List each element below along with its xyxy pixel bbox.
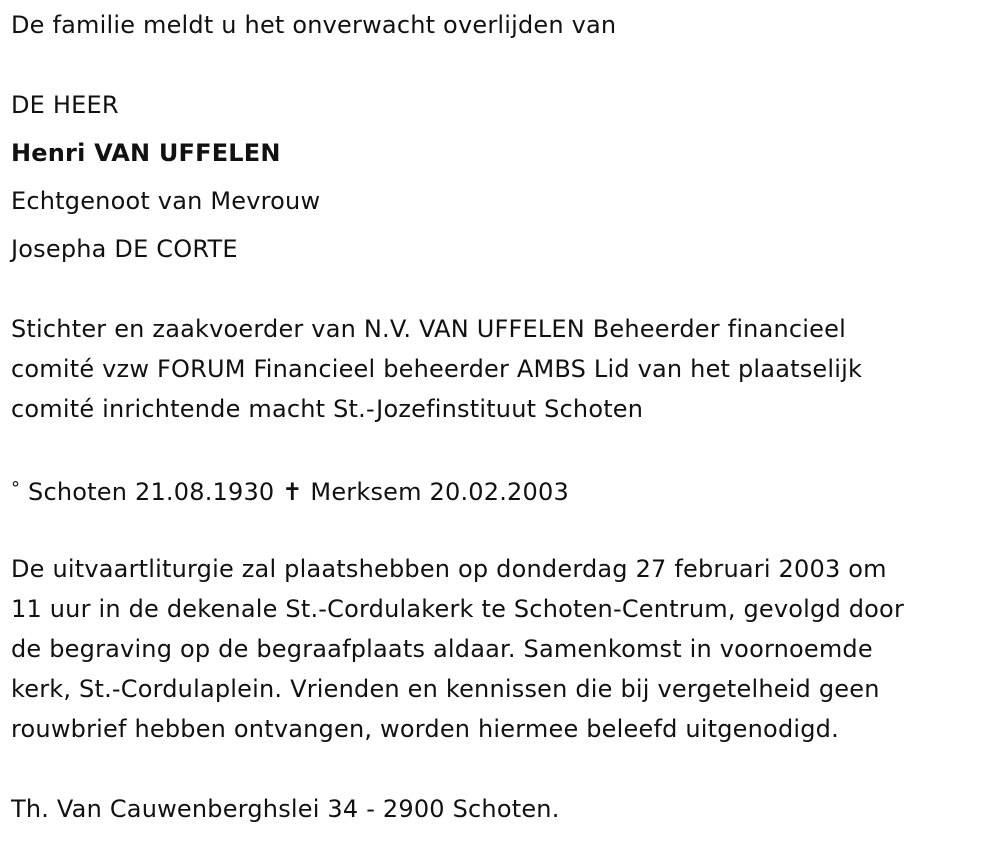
spouse-name: Josepha DE CORTE bbox=[11, 235, 238, 263]
roles-line: comité inrichtende macht St.-Jozefinstituut Schoten bbox=[11, 395, 644, 423]
roles-line: Stichter en zaakvoerder van N.V. VAN UFFELEN Beheerder financieel bbox=[11, 315, 846, 343]
honorific: DE HEER bbox=[11, 91, 119, 119]
roles-line: comité vzw FORUM Financieel beheerder AMBS Lid van het plaatselijk bbox=[11, 355, 863, 383]
funeral-line: De uitvaartliturgie zal plaatshebben op donderdag 27 februari 2003 om bbox=[11, 555, 887, 583]
death-info: Merksem 20.02.2003 bbox=[310, 478, 569, 506]
funeral-line: 11 uur in de dekenale St.-Cordulakerk te Schoten-Centrum, gevolgd door bbox=[11, 595, 905, 623]
address: Th. Van Cauwenberghslei 34 - 2900 Schoten. bbox=[11, 795, 560, 823]
deceased-name: Henri VAN UFFELEN bbox=[11, 139, 281, 167]
funeral-line: de begraving op de begraafplaats aldaar. Samenkomst in voornoemde bbox=[11, 635, 873, 663]
funeral-line: rouwbrief hebben ontvangen, worden hiermee beleefd uitgenodigd. bbox=[11, 715, 839, 743]
birth-symbol: ° bbox=[11, 478, 21, 499]
dates-line bbox=[11, 469, 569, 512]
spouse-label: Echtgenoot van Mevrouw bbox=[11, 187, 321, 215]
funeral-line: kerk, St.-Cordulaplein. Vrienden en kennissen die bij vergetelheid geen bbox=[11, 675, 880, 703]
cross-icon: ✝ bbox=[282, 478, 303, 506]
intro-text: De familie meldt u het onverwacht overlijden van bbox=[11, 11, 617, 39]
birth-info: Schoten 21.08.1930 bbox=[28, 478, 275, 506]
funeral-paragraph bbox=[11, 549, 904, 749]
roles-paragraph bbox=[11, 309, 862, 429]
